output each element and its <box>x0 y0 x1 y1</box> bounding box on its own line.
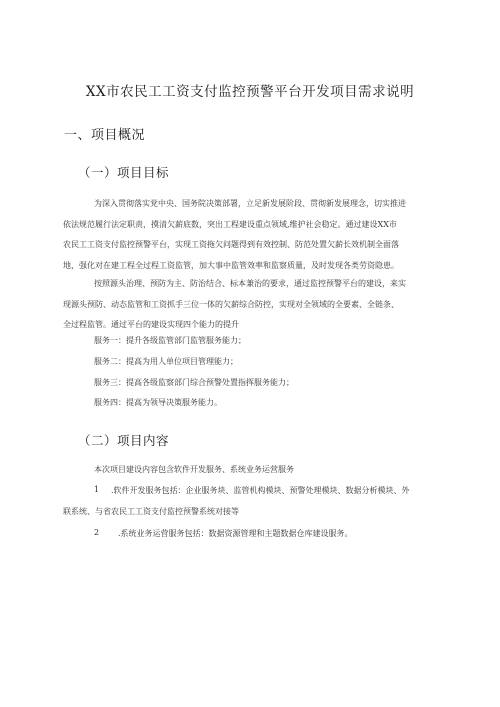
subsection-heading-content: （二）项目内容 <box>78 433 170 448</box>
goals-paragraph-2 <box>63 274 438 336</box>
paragraph-line: 地，强化对在建工程全过程工资监管，加大事中监管效率和监察质量，及时发现各类劳资隐患。 <box>63 260 399 270</box>
paragraph-line: 全过程监管。通过平台的建设实现四个能力的提升 <box>63 320 239 329</box>
paragraph-line: 为深入贯彻落实党中央、国务院决策部署，立足新发展阶段、贯彻新发展理念，切实推进 <box>94 199 406 208</box>
paragraph-line: 现源头预防、动态监管和工资抓手三位一体的欠薪综合防控，实现对全领域的全要素、全链条、 <box>63 299 399 309</box>
section-heading-overview: 一、项目概况 <box>64 128 146 143</box>
service-item-1: 服务一：提升各级监管部门监管服务能力； <box>94 336 246 345</box>
content-item-1-number: 1 <box>94 485 100 494</box>
paragraph-line: 按照源头治理、预防为主、防治结合、标本兼治的要求，通过监控预警平台的建设，来实 <box>94 279 406 288</box>
subsection-heading-goals: （一）项目目标 <box>78 165 170 180</box>
content-item-2-number: 2 <box>94 528 100 537</box>
service-item-3: 服务三：提高各级监察部门综合预警处置指挥服务能力； <box>94 378 294 387</box>
content-intro: 本次项目建设内容包含软件开发服务、系统业务运营服务 <box>94 465 294 474</box>
goals-paragraph-1 <box>63 194 438 276</box>
service-item-4: 服务四：提高为领导决策服务能力。 <box>94 398 222 407</box>
content-item-2-text: .系统业务运营服务包括：数据资源管理和主题数据仓库建设服务。 <box>118 529 353 538</box>
content-item-1-continuation: 联系统、与省农民工工资支付监控预警系统对接等 <box>63 507 239 516</box>
paragraph-line: 农民工工资支付监控预警平台，实现工资拖欠问题得到有效控制、防范处置欠薪长效机制全面落 <box>63 240 399 249</box>
service-item-2: 服务二：提高为用人单位项目管理能力； <box>94 357 238 366</box>
document-title: XX市农民工工资支付监控预警平台开发项目需求说明 <box>85 84 415 100</box>
paragraph-line: 依法规范履行法定职责，摸清欠薪底数，突出工程建设重点领域,维护社会稳定。通过建设XX市 <box>63 219 397 229</box>
content-item-1-text: .软件开发服务包括：企业服务块、监管机构模块、预警处理模块、数据分析模块、外 <box>111 486 410 495</box>
